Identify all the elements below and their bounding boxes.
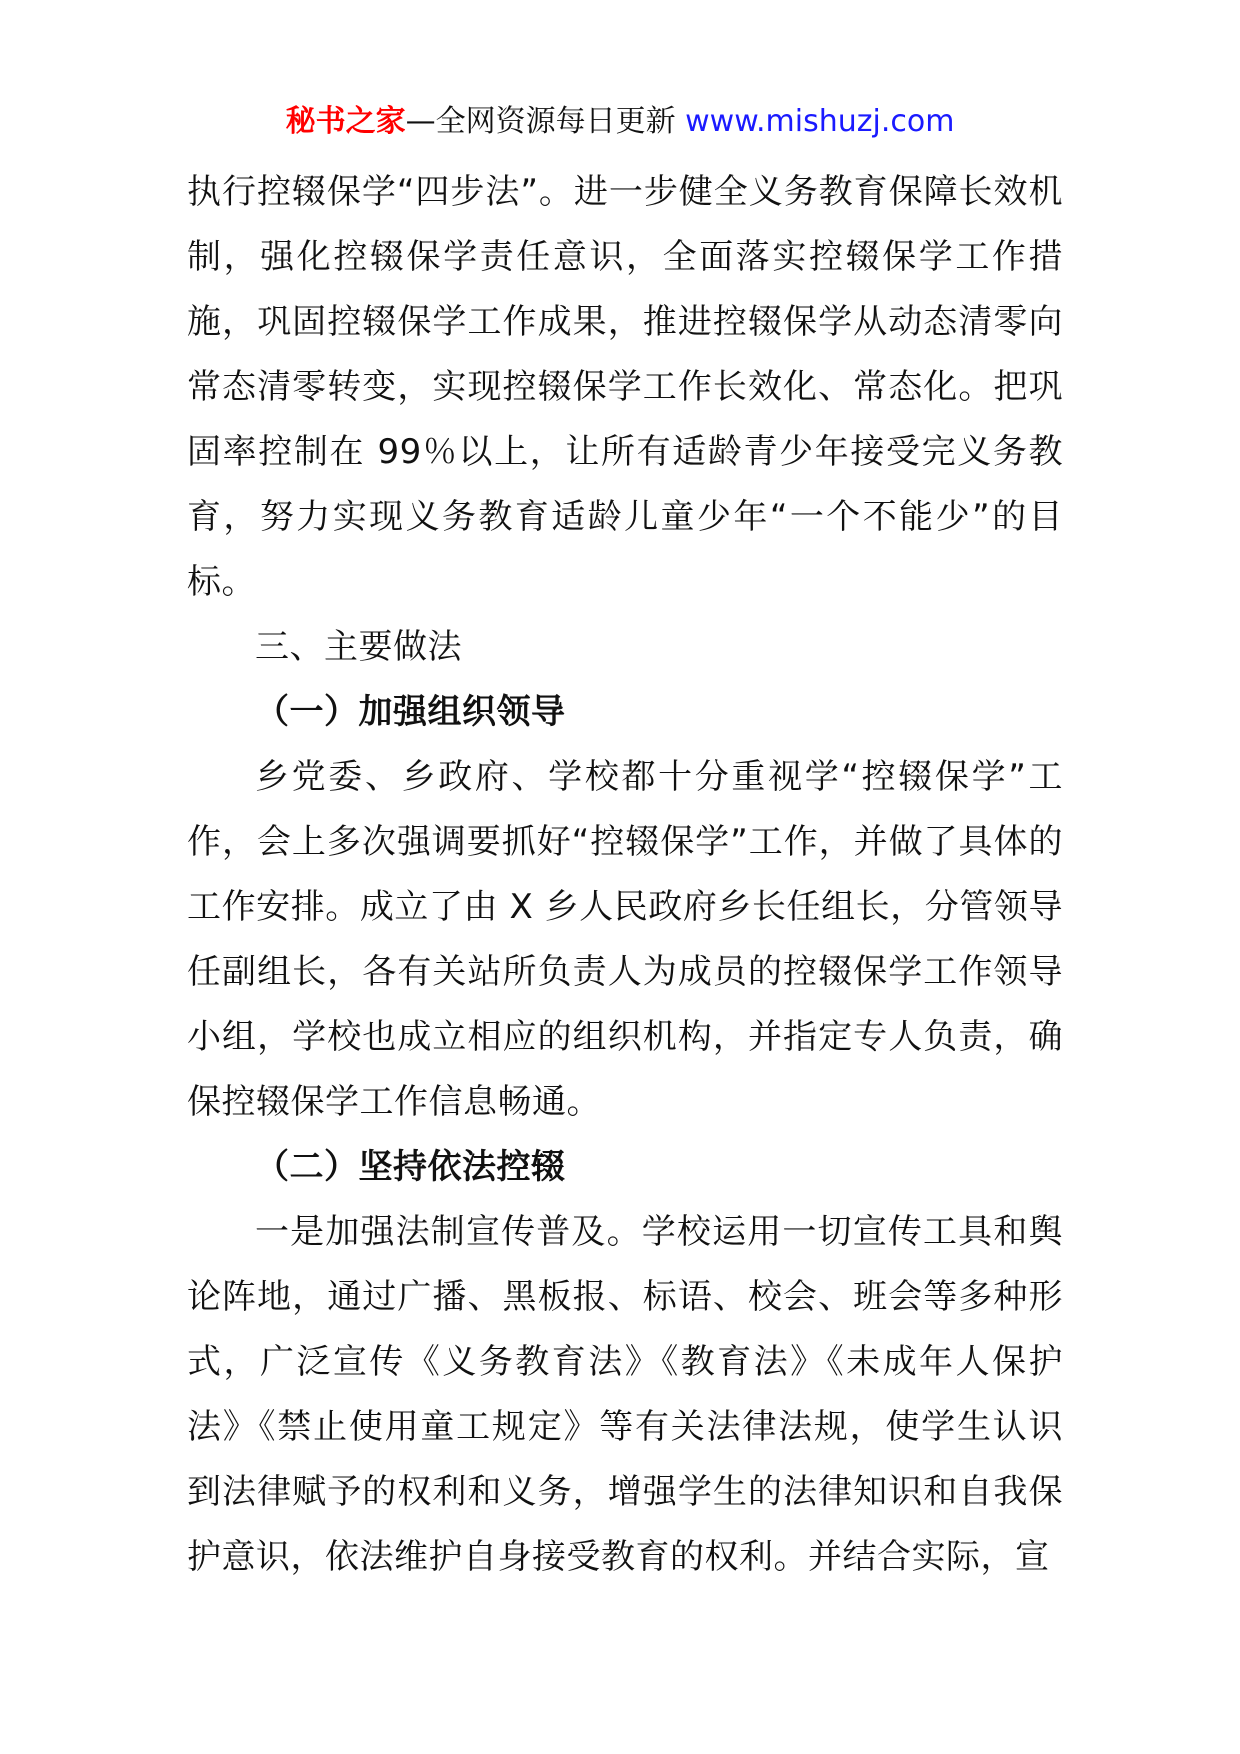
section-heading: 三、主要做法 <box>255 627 462 667</box>
page-header <box>0 100 1240 144</box>
header-tagline: —全网资源每日更新 <box>405 104 686 139</box>
paragraph-continuation: 执行控辍保学“四步法”。进一步健全义务教育保障长效机制，强化控辍保学责任意识，全面落实控辍保学工作措施，巩固控辍保学工作成果，推进控辍保学从动态清零向常态清零转变，实现控辍保学工作长效化、常态化。把巩固率控制在 99％以上，让所有适龄青少年接受完义务教育，努力实现义务教育适龄儿童少年“一个不能少”的目标。 <box>187 172 1063 602</box>
header-brand: 秘书之家 <box>285 104 406 139</box>
paragraph-legal: 一是加强法制宣传普及。学校运用一切宣传工具和舆论阵地，通过广播、黑板报、标语、校会、班会等多种形式，广泛宣传《义务教育法》《教育法》《未成年人保护法》《禁止使用童工规定》等有关法律法规，使学生认识到法律赋予的权利和义务，增强学生的法律知识和自我保护意识，依法维护自身接受教育的权利。并结合实际，宣 <box>187 1212 1063 1577</box>
subsection-heading-1: （一）加强组织领导 <box>255 692 566 732</box>
paragraph-organization: 乡党委、乡政府、学校都十分重视学“控辍保学”工作，会上多次强调要抓好“控辍保学”工作，并做了具体的工作安排。成立了由 X 乡人民政府乡长任组长，分管领导任副组长，各有关站所负责人为成员的控辍保学工作领导小组，学校也成立相应的组织机构，并指定专人负责，确保控辍保学工作信息畅通。 <box>187 757 1063 1122</box>
document-body <box>187 160 1063 1590</box>
header-url-link[interactable]: www.mishuzj.com <box>685 104 955 139</box>
subsection-heading-2: （二）坚持依法控辍 <box>255 1147 566 1187</box>
